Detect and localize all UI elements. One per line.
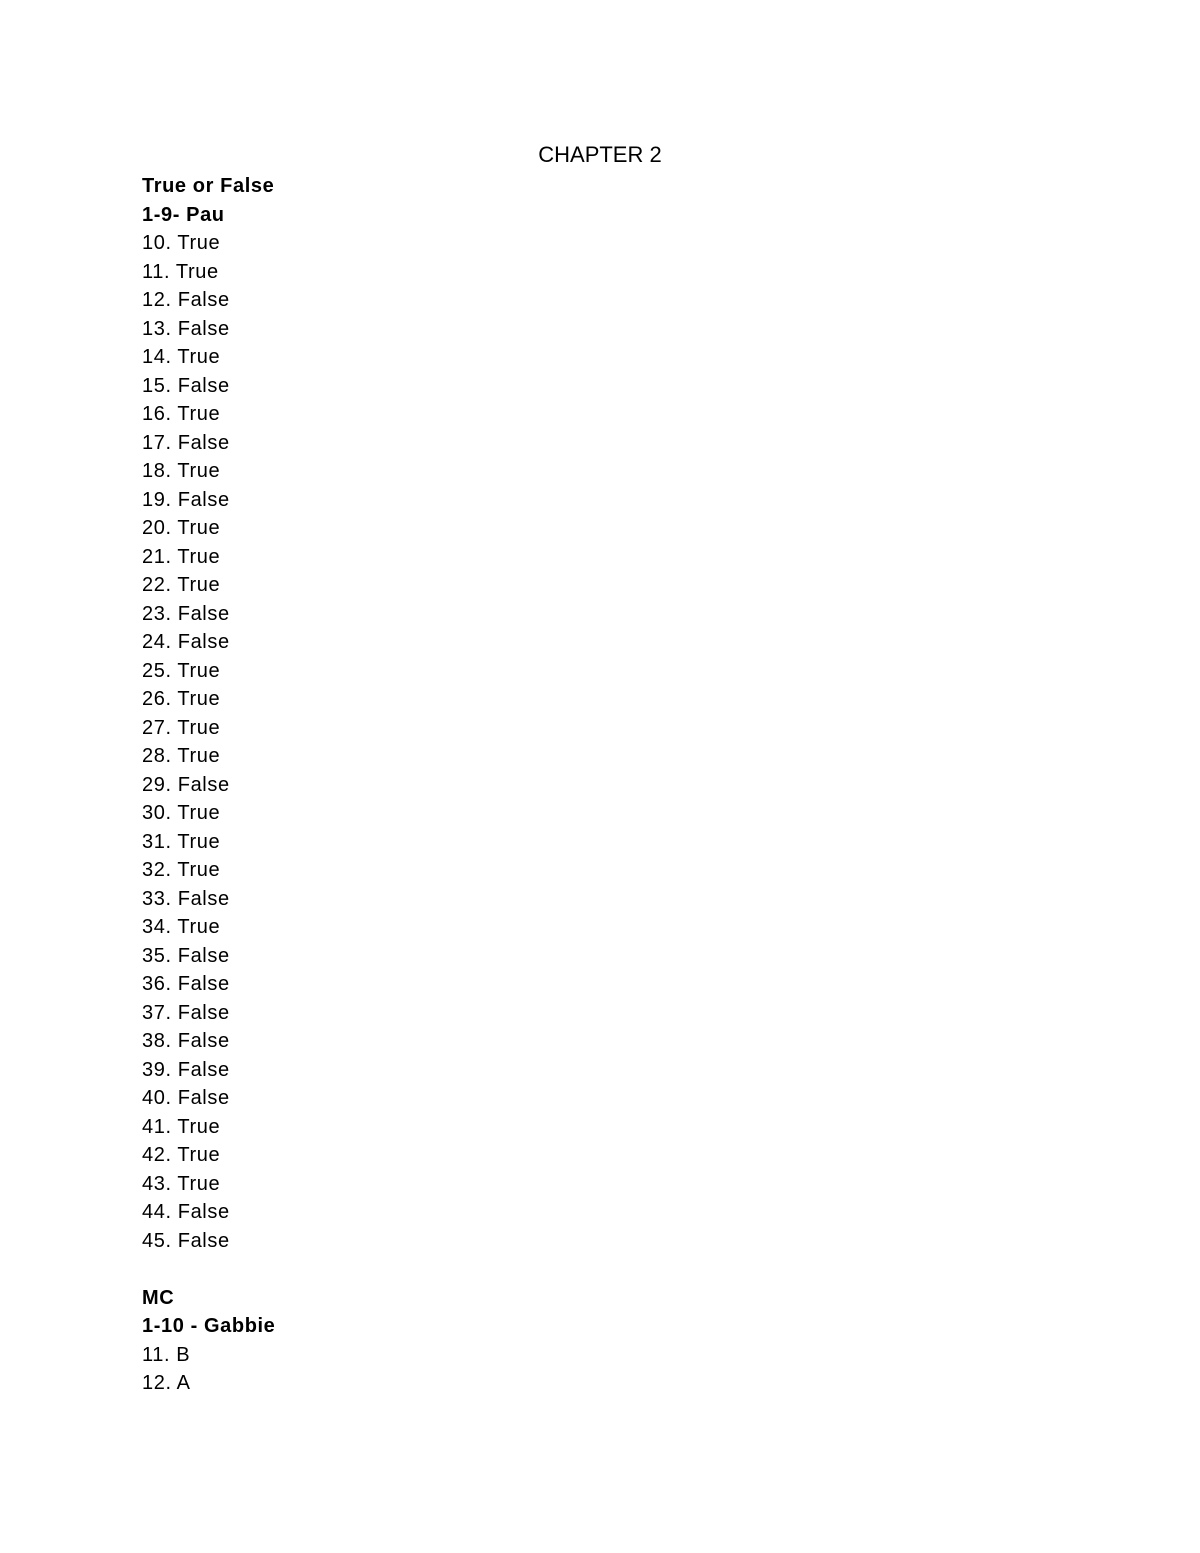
answer-item: 20. True xyxy=(142,517,221,539)
answer-item: 26. True xyxy=(142,688,221,710)
answer-item: 40. False xyxy=(142,1087,230,1109)
answer-item: 34. True xyxy=(142,916,221,938)
answer-item: 27. True xyxy=(142,716,221,739)
true-false-answer-list xyxy=(142,229,742,1255)
answer-item: 19. False xyxy=(142,488,230,511)
answer-item: 33. False xyxy=(142,887,230,910)
answer-item: 32. True xyxy=(142,859,221,881)
answer-item: 11. B xyxy=(142,1343,191,1366)
answer-item: 36. False xyxy=(142,973,230,995)
answer-item: 43. True xyxy=(142,1172,221,1195)
answer-item: 31. True xyxy=(142,830,221,853)
answer-item: 42. True xyxy=(142,1144,221,1166)
answer-item: 25. True xyxy=(142,659,221,682)
answer-item: 14. True xyxy=(142,346,221,368)
answer-item: 15. False xyxy=(142,374,230,397)
answer-item: 21. True xyxy=(142,545,221,568)
multiple-choice-answer-list xyxy=(142,1341,742,1398)
answer-item: 39. False xyxy=(142,1058,230,1081)
answer-item: 22. True xyxy=(142,574,221,596)
page-title: CHAPTER 2 xyxy=(538,142,662,167)
true-false-assignee: 1-9- Pau xyxy=(142,203,225,226)
answer-item: 35. False xyxy=(142,944,230,967)
answer-item: 45. False xyxy=(142,1229,230,1252)
answer-item: 38. False xyxy=(142,1030,230,1052)
answer-item: 17. False xyxy=(142,431,230,454)
answer-item: 10. True xyxy=(142,232,221,254)
multiple-choice-heading: MC xyxy=(142,1286,175,1309)
answer-item: 29. False xyxy=(142,773,230,796)
answer-item: 37. False xyxy=(142,1001,230,1024)
answer-item: 30. True xyxy=(142,802,221,824)
answer-item: 13. False xyxy=(142,317,230,340)
answer-item: 16. True xyxy=(142,403,221,425)
answer-item: 12. A xyxy=(142,1372,191,1394)
answer-item: 44. False xyxy=(142,1201,230,1223)
answer-item: 11. True xyxy=(142,260,219,283)
true-false-heading: True or False xyxy=(142,175,275,197)
answer-item: 28. True xyxy=(142,745,221,767)
document-body xyxy=(142,172,742,1398)
answer-item: 18. True xyxy=(142,460,221,482)
section-spacer xyxy=(142,1255,742,1284)
answer-item: 23. False xyxy=(142,602,230,625)
multiple-choice-assignee: 1-10 - Gabbie xyxy=(142,1315,276,1337)
answer-item: 41. True xyxy=(142,1115,221,1138)
answer-item: 12. False xyxy=(142,289,230,311)
answer-item: 24. False xyxy=(142,631,230,653)
